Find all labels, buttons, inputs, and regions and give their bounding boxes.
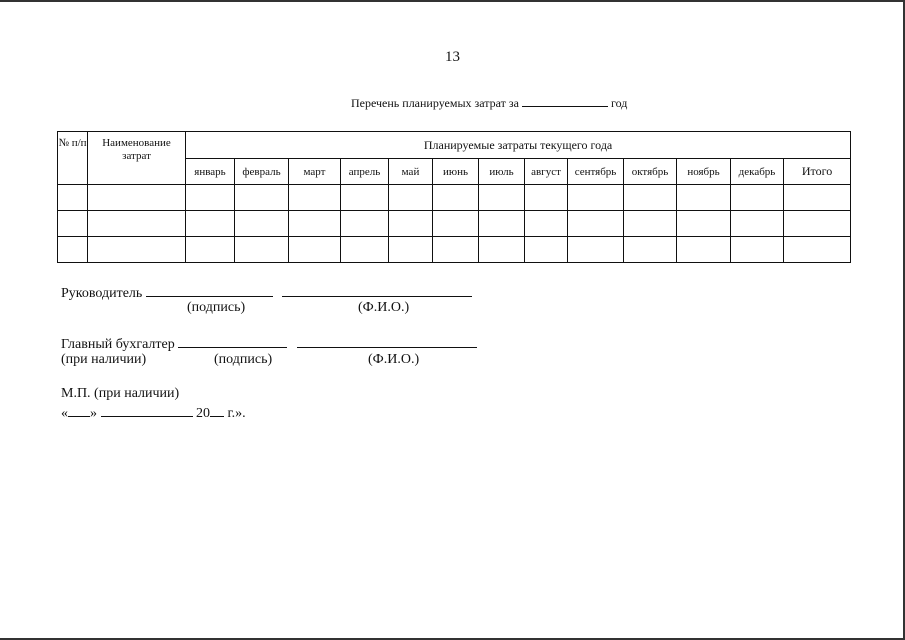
table-cell <box>186 185 235 211</box>
header-month: октябрь <box>624 159 677 185</box>
head-label: Руководитель <box>61 286 143 301</box>
table-cell <box>235 211 289 237</box>
table-cell <box>289 185 341 211</box>
accountant-name-caption: (Ф.И.О.) <box>368 352 420 367</box>
table-cell <box>389 185 433 211</box>
table-cell <box>731 237 784 263</box>
table-cell <box>677 185 731 211</box>
table-cell <box>58 211 88 237</box>
accountant-signature-caption: (подпись) <box>214 352 273 367</box>
header-month: декабрь <box>731 159 784 185</box>
header-number: № п/п <box>58 132 88 185</box>
table-cell <box>58 237 88 263</box>
table-cell <box>624 237 677 263</box>
table-cell <box>731 211 784 237</box>
table-cell <box>88 185 186 211</box>
header-month: май <box>389 159 433 185</box>
accountant-signature-blank <box>178 334 287 348</box>
date-close-quote: » <box>90 406 97 421</box>
header-planned-expenses: Планируемые затраты текущего года <box>186 132 851 159</box>
table-cell <box>433 185 479 211</box>
table-cell <box>186 237 235 263</box>
table-cell <box>479 185 525 211</box>
head-signature-blank <box>146 283 273 297</box>
table-cell <box>58 185 88 211</box>
table-cell <box>186 211 235 237</box>
table-cell <box>479 237 525 263</box>
head-name-blank <box>282 283 472 297</box>
document-title <box>351 95 627 111</box>
table-cell <box>235 185 289 211</box>
table-cell <box>433 237 479 263</box>
accountant-signature-line <box>61 334 477 353</box>
table-cell <box>677 237 731 263</box>
title-suffix: год <box>611 96 628 110</box>
day-blank <box>68 404 90 417</box>
date-open-quote: « <box>61 406 68 421</box>
table-cell <box>341 211 389 237</box>
table-row <box>58 211 851 237</box>
header-month: ноябрь <box>677 159 731 185</box>
table-cell <box>784 237 851 263</box>
table-cell <box>389 237 433 263</box>
accountant-note: (при наличии) <box>61 352 147 367</box>
date-line <box>61 404 246 422</box>
table-body <box>58 185 851 263</box>
header-month: январь <box>186 159 235 185</box>
year-blank-line <box>522 95 608 107</box>
table-cell <box>568 237 624 263</box>
table-cell <box>568 185 624 211</box>
table-cell <box>341 237 389 263</box>
table-cell <box>624 211 677 237</box>
header-row-top <box>58 132 851 159</box>
table-cell <box>389 211 433 237</box>
table-cell <box>784 211 851 237</box>
header-month: июль <box>479 159 525 185</box>
header-total: Итого <box>784 159 851 185</box>
table-cell <box>479 211 525 237</box>
table-cell <box>341 185 389 211</box>
table-cell <box>289 211 341 237</box>
table-cell <box>568 211 624 237</box>
header-month: июнь <box>433 159 479 185</box>
month-blank <box>101 404 193 417</box>
table-cell <box>525 185 568 211</box>
head-signature-line <box>61 283 472 302</box>
table-cell <box>731 185 784 211</box>
table-row <box>58 185 851 211</box>
year-suffix: г.». <box>227 406 246 421</box>
planned-expenses-table <box>57 131 851 263</box>
table-cell <box>677 211 731 237</box>
header-month: апрель <box>341 159 389 185</box>
table-cell <box>624 185 677 211</box>
table-cell <box>433 211 479 237</box>
head-name-caption: (Ф.И.О.) <box>358 300 410 315</box>
header-month: август <box>525 159 568 185</box>
accountant-name-blank <box>297 334 477 348</box>
year-blank <box>210 404 224 417</box>
header-month: март <box>289 159 341 185</box>
table-cell <box>88 211 186 237</box>
table-cell <box>235 237 289 263</box>
title-prefix: Перечень планируемых затрат за <box>351 96 519 110</box>
table-row <box>58 237 851 263</box>
accountant-label: Главный бухгалтер <box>61 337 175 352</box>
table-cell <box>525 211 568 237</box>
table-cell <box>525 237 568 263</box>
header-expense-name: Наименование затрат <box>88 132 186 185</box>
table-cell <box>88 237 186 263</box>
table-cell <box>289 237 341 263</box>
table-cell <box>784 185 851 211</box>
seal-label: М.П. (при наличии) <box>61 386 180 401</box>
page-number: 13 <box>445 49 460 65</box>
year-prefix: 20 <box>196 406 210 421</box>
header-month: февраль <box>235 159 289 185</box>
head-signature-caption: (подпись) <box>187 300 246 315</box>
header-month: сентябрь <box>568 159 624 185</box>
